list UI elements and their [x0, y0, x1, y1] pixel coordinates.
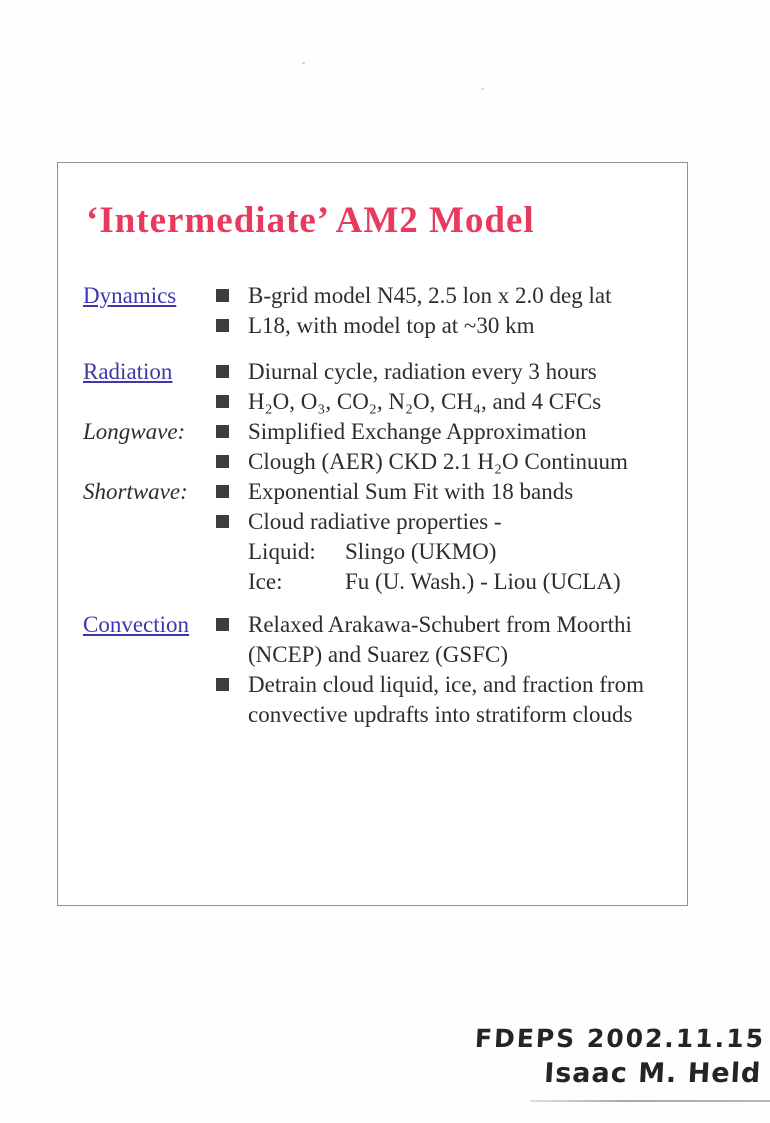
- section-radiation: [83, 357, 663, 417]
- bullet-text: Simplified Exchange Approximation: [248, 419, 587, 444]
- bullet-text: Exponential Sum Fit with 18 bands: [248, 479, 574, 504]
- bullet-text: Diurnal cycle, radiation every 3 hours: [248, 359, 597, 384]
- list-item: [216, 610, 653, 670]
- bullet-text: Cloud radiative properties -: [248, 509, 502, 534]
- detail-value: Fu (U. Wash.) - Liou (UCLA): [345, 569, 621, 594]
- slide-content: [83, 281, 663, 730]
- bullet-square-icon: [216, 618, 229, 631]
- bullet-square-icon: [216, 365, 229, 378]
- scan-artifact-line: [530, 1100, 770, 1102]
- list-item: [216, 357, 653, 387]
- link-convection[interactable]: Convection: [83, 612, 190, 637]
- list-item: [216, 311, 653, 341]
- scan-speck: [481, 88, 484, 90]
- bullet-square-icon: [216, 319, 229, 332]
- bullet-text: H₂O, O₃, CO₂, N₂O, CH₄, and 4 CFCs: [248, 389, 602, 414]
- slide-title: ‘Intermediate’ AM2 Model: [86, 200, 535, 241]
- bullet-square-icon: [216, 485, 229, 498]
- list-item: [216, 281, 653, 311]
- list-item: [216, 447, 653, 477]
- section-longwave: [83, 417, 663, 477]
- label-longwave: Longwave:: [83, 419, 186, 444]
- bullet-square-icon: [216, 678, 229, 691]
- bullet-text: Detrain cloud liquid, ice, and fraction from convective updrafts into stratiform clouds: [248, 672, 644, 727]
- link-radiation[interactable]: Radiation: [83, 359, 173, 384]
- scan-speck: [302, 62, 305, 64]
- section-convection: [83, 610, 663, 730]
- label-shortwave: Shortwave:: [83, 479, 188, 504]
- bullet-square-icon: [216, 395, 229, 408]
- slide-frame: [57, 162, 688, 906]
- handwritten-author: Isaac M. Held: [543, 1058, 762, 1089]
- handwritten-annotation: [472, 1022, 766, 1092]
- detail-key: Liquid:: [248, 539, 316, 564]
- list-item: [216, 507, 653, 537]
- bullet-square-icon: [216, 515, 229, 528]
- bullet-text: L18, with model top at ~30 km: [248, 313, 535, 338]
- list-item: [216, 477, 653, 507]
- detail-key: Ice:: [248, 569, 283, 594]
- detail-ice: [216, 567, 653, 597]
- handwritten-date: FDEPS 2002.11.15: [474, 1024, 766, 1053]
- bullet-text: Relaxed Arakawa-Schubert from Moorthi (NCEP) and Suarez (GSFC): [248, 612, 632, 667]
- bullet-square-icon: [216, 455, 229, 468]
- bullet-square-icon: [216, 289, 229, 302]
- list-item: [216, 670, 653, 730]
- detail-liquid: [216, 537, 653, 567]
- section-dynamics: [83, 281, 663, 341]
- bullet-square-icon: [216, 425, 229, 438]
- detail-value: Slingo (UKMO): [345, 539, 497, 564]
- list-item: [216, 387, 653, 417]
- bullet-text: B-grid model N45, 2.5 lon x 2.0 deg lat: [248, 283, 612, 308]
- bullet-text: Clough (AER) CKD 2.1 H₂O Continuum: [248, 449, 628, 474]
- list-item: [216, 417, 653, 447]
- link-dynamics[interactable]: Dynamics: [83, 283, 177, 308]
- section-shortwave: [83, 477, 663, 597]
